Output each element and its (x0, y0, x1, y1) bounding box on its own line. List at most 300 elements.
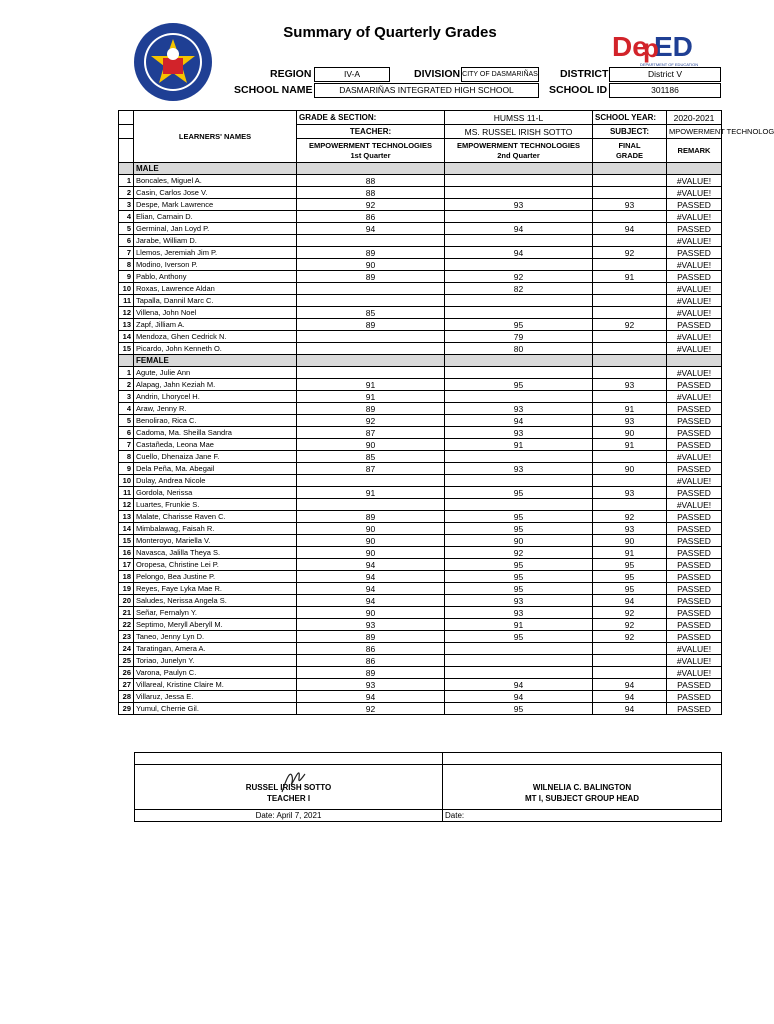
q2-grade[interactable] (445, 499, 593, 511)
final-grade[interactable]: 93 (593, 199, 667, 211)
final-grade[interactable] (593, 211, 667, 223)
table-row (119, 547, 722, 559)
final-grade[interactable] (593, 295, 667, 307)
table-row (119, 427, 722, 439)
q2-grade[interactable]: 91 (445, 439, 593, 451)
section-row (119, 355, 722, 367)
q2-grade[interactable]: 93 (445, 463, 593, 475)
learner-name: Despe, Mark Lawrence (134, 199, 297, 211)
q2-grade[interactable]: 95 (445, 379, 593, 391)
remark[interactable]: PASSED (667, 247, 722, 259)
remark[interactable]: PASSED (667, 691, 722, 703)
final-grade[interactable]: 94 (593, 703, 667, 715)
svg-text:DEPARTMENT OF EDUCATION: DEPARTMENT OF EDUCATION (640, 62, 699, 67)
q1-grade[interactable]: 88 (297, 175, 445, 187)
row-number: 5 (119, 223, 134, 235)
remark[interactable]: PASSED (667, 619, 722, 631)
remark[interactable]: #VALUE! (667, 367, 722, 379)
remark[interactable]: #VALUE! (667, 187, 722, 199)
section-cell (445, 355, 593, 367)
q2-grade[interactable]: 95 (445, 631, 593, 643)
q2-grade[interactable]: 94 (445, 679, 593, 691)
remark[interactable]: #VALUE! (667, 343, 722, 355)
remark[interactable]: PASSED (667, 463, 722, 475)
q1-grade[interactable]: 94 (297, 691, 445, 703)
q2-grade[interactable]: 95 (445, 703, 593, 715)
q1-grade[interactable]: 89 (297, 403, 445, 415)
q1-grade[interactable]: 85 (297, 451, 445, 463)
row-number: 11 (119, 295, 134, 307)
table-row (119, 187, 722, 199)
final-grade[interactable]: 93 (593, 379, 667, 391)
remark[interactable]: PASSED (667, 427, 722, 439)
q2-grade[interactable]: 95 (445, 319, 593, 331)
q1-grade[interactable]: 89 (297, 319, 445, 331)
q2-grade[interactable]: 80 (445, 343, 593, 355)
row-number: 2 (119, 379, 134, 391)
final-grade[interactable]: 90 (593, 427, 667, 439)
final-grade[interactable] (593, 655, 667, 667)
final-grade[interactable] (593, 391, 667, 403)
final-grade[interactable] (593, 475, 667, 487)
q2-grade[interactable]: 95 (445, 571, 593, 583)
learner-name: Andrin, Lhorycel H. (134, 391, 297, 403)
learner-name: Navasca, Jalilla Theya S. (134, 547, 297, 559)
q2-grade[interactable] (445, 655, 593, 667)
final-grade[interactable]: 93 (593, 523, 667, 535)
section-cell (445, 163, 593, 175)
q2-grade[interactable] (445, 259, 593, 271)
section-cell (593, 163, 667, 175)
q1-grade[interactable]: 86 (297, 211, 445, 223)
final-grade[interactable]: 92 (593, 631, 667, 643)
final-grade[interactable]: 91 (593, 547, 667, 559)
table-row (119, 667, 722, 679)
final-grade[interactable]: 93 (593, 487, 667, 499)
q2-grade[interactable] (445, 307, 593, 319)
teacher-signatory: RUSSEL IRISH SOTTO TEACHER I (135, 765, 443, 810)
learner-name: Villaruz, Jessa E. (134, 691, 297, 703)
q2-grade[interactable]: 94 (445, 691, 593, 703)
q1-grade[interactable] (297, 499, 445, 511)
q1-grade[interactable]: 94 (297, 559, 445, 571)
q2-grade[interactable] (445, 187, 593, 199)
remark[interactable]: #VALUE! (667, 667, 722, 679)
q1-grade[interactable]: 92 (297, 199, 445, 211)
table-row (119, 487, 722, 499)
teacher-value[interactable]: MS. RUSSEL IRISH SOTTO (445, 125, 593, 139)
q1-grade[interactable]: 90 (297, 259, 445, 271)
learner-name: Elian, Carnain D. (134, 211, 297, 223)
learner-name: Taratingan, Amera A. (134, 643, 297, 655)
q1-grade[interactable]: 93 (297, 679, 445, 691)
q1-grade[interactable]: 89 (297, 511, 445, 523)
q2-grade[interactable]: 93 (445, 607, 593, 619)
table-row (119, 331, 722, 343)
q1-grade[interactable]: 93 (297, 619, 445, 631)
remark[interactable]: #VALUE! (667, 283, 722, 295)
remark[interactable]: #VALUE! (667, 235, 722, 247)
row-number: 21 (119, 607, 134, 619)
signature-icon (278, 766, 308, 796)
school-year-value[interactable]: 2020-2021 (667, 111, 722, 125)
table-row (119, 379, 722, 391)
row-number: 7 (119, 247, 134, 259)
final-grade[interactable]: 94 (593, 595, 667, 607)
final-grade[interactable]: 95 (593, 559, 667, 571)
svg-text:ED: ED (654, 31, 693, 62)
table-row (119, 463, 722, 475)
final-grade[interactable]: 92 (593, 247, 667, 259)
section-cell (119, 163, 134, 175)
q1-grade[interactable]: 89 (297, 667, 445, 679)
section-row (119, 163, 722, 175)
remark[interactable]: PASSED (667, 487, 722, 499)
learner-name: Boncales, Miguel A. (134, 175, 297, 187)
q1-grade[interactable]: 87 (297, 463, 445, 475)
remark[interactable]: #VALUE! (667, 643, 722, 655)
q1-header: EMPOWERMENT TECHNOLOGIES 1st Quarter (297, 139, 445, 163)
table-row (119, 679, 722, 691)
final-grade[interactable] (593, 235, 667, 247)
q2-grade[interactable]: 95 (445, 583, 593, 595)
district-field[interactable]: District V (609, 67, 721, 82)
q2-grade[interactable] (445, 295, 593, 307)
row-number: 19 (119, 583, 134, 595)
teacher-date[interactable]: Date: April 7, 2021 (135, 810, 443, 822)
q1-grade[interactable]: 88 (297, 187, 445, 199)
q1-grade[interactable]: 89 (297, 271, 445, 283)
final-grade[interactable] (593, 451, 667, 463)
table-row (119, 199, 722, 211)
learner-name: Picardo, John Kenneth O. (134, 343, 297, 355)
table-row (119, 703, 722, 715)
learner-name: Alapag, Jahn Keziah M. (134, 379, 297, 391)
final-grade[interactable]: 92 (593, 619, 667, 631)
q1-grade[interactable]: 92 (297, 703, 445, 715)
svg-text:p: p (643, 33, 659, 63)
row-number: 13 (119, 319, 134, 331)
q1-grade[interactable]: 91 (297, 391, 445, 403)
q1-grade[interactable]: 85 (297, 307, 445, 319)
final-grade[interactable] (593, 367, 667, 379)
row-number: 8 (119, 259, 134, 271)
q1-grade[interactable] (297, 331, 445, 343)
q1-grade[interactable]: 90 (297, 439, 445, 451)
q2-grade[interactable] (445, 367, 593, 379)
row-number: 27 (119, 679, 134, 691)
remark[interactable]: #VALUE! (667, 175, 722, 187)
remark[interactable]: PASSED (667, 571, 722, 583)
learner-name: Tapalla, Dannil Marc C. (134, 295, 297, 307)
final-grade[interactable] (593, 187, 667, 199)
learner-name: Villena, John Noel (134, 307, 297, 319)
remark[interactable]: #VALUE! (667, 259, 722, 271)
svg-text:De: De (612, 31, 648, 62)
final-grade[interactable] (593, 343, 667, 355)
division-label: DIVISION (414, 68, 461, 80)
table-row (119, 451, 722, 463)
remark[interactable]: PASSED (667, 271, 722, 283)
row-number: 25 (119, 655, 134, 667)
school-id-field[interactable]: 301186 (609, 83, 721, 98)
remark[interactable]: #VALUE! (667, 655, 722, 667)
table-row (119, 583, 722, 595)
remark[interactable]: PASSED (667, 403, 722, 415)
q1-grade[interactable] (297, 475, 445, 487)
remark[interactable]: #VALUE! (667, 451, 722, 463)
row-number: 3 (119, 199, 134, 211)
learner-name: Castañeda, Leona Mae (134, 439, 297, 451)
q2-grade[interactable] (445, 175, 593, 187)
q2-grade[interactable]: 92 (445, 271, 593, 283)
subject-value[interactable]: MPOWERMENT TECHNOLOG (667, 125, 722, 139)
remark[interactable]: #VALUE! (667, 331, 722, 343)
remark[interactable]: PASSED (667, 703, 722, 715)
section-cell (593, 355, 667, 367)
q2-grade[interactable] (445, 475, 593, 487)
q2-grade[interactable]: 90 (445, 535, 593, 547)
row-number: 9 (119, 271, 134, 283)
q2-grade[interactable]: 95 (445, 559, 593, 571)
row-number: 23 (119, 631, 134, 643)
row-number: 18 (119, 571, 134, 583)
table-row (119, 391, 722, 403)
table-row (119, 571, 722, 583)
learner-name: Toriao, Junelyn Y. (134, 655, 297, 667)
final-grade[interactable]: 92 (593, 607, 667, 619)
q2-grade[interactable]: 94 (445, 247, 593, 259)
q2-grade[interactable]: 93 (445, 403, 593, 415)
row-number: 11 (119, 487, 134, 499)
remark[interactable]: PASSED (667, 523, 722, 535)
region-field[interactable]: IV-A (314, 67, 390, 82)
section-cell (667, 355, 722, 367)
q1-grade[interactable]: 90 (297, 547, 445, 559)
grade-section-value[interactable]: HUMSS 11-L (445, 111, 593, 125)
q1-grade[interactable]: 91 (297, 379, 445, 391)
remark[interactable]: #VALUE! (667, 211, 722, 223)
remark[interactable]: PASSED (667, 547, 722, 559)
final-grade[interactable]: 91 (593, 439, 667, 451)
row-number: 2 (119, 187, 134, 199)
final-grade[interactable]: 90 (593, 535, 667, 547)
row-number: 13 (119, 511, 134, 523)
q1-grade[interactable]: 94 (297, 223, 445, 235)
remark[interactable]: #VALUE! (667, 391, 722, 403)
row-number: 8 (119, 451, 134, 463)
q2-grade[interactable] (445, 451, 593, 463)
q1-grade[interactable]: 92 (297, 415, 445, 427)
learner-name: Malate, Charisse Raven C. (134, 511, 297, 523)
remark[interactable]: PASSED (667, 439, 722, 451)
row-number: 6 (119, 235, 134, 247)
division-field[interactable]: CITY OF DASMARIÑAS (461, 67, 539, 82)
remark[interactable]: PASSED (667, 511, 722, 523)
q2-grade[interactable]: 82 (445, 283, 593, 295)
remark[interactable]: PASSED (667, 583, 722, 595)
table-row (119, 307, 722, 319)
q1-grade[interactable]: 89 (297, 631, 445, 643)
remark[interactable]: PASSED (667, 319, 722, 331)
learners-header: LEARNERS' NAMES (134, 111, 297, 163)
table-row (119, 211, 722, 223)
learner-name: Yumul, Cherrie Gil. (134, 703, 297, 715)
final-grade[interactable] (593, 667, 667, 679)
row-number: 12 (119, 499, 134, 511)
row-number: 6 (119, 427, 134, 439)
school-name-field[interactable]: DASMARIÑAS INTEGRATED HIGH SCHOOL (314, 83, 539, 98)
remark[interactable]: PASSED (667, 679, 722, 691)
q2-grade[interactable]: 93 (445, 199, 593, 211)
q2-grade[interactable]: 94 (445, 415, 593, 427)
learner-name: Monteroyo, Mariella V. (134, 535, 297, 547)
table-row (119, 439, 722, 451)
corner-cell (119, 125, 134, 139)
final-grade[interactable]: 95 (593, 583, 667, 595)
final-grade[interactable]: 94 (593, 691, 667, 703)
q1-grade[interactable]: 91 (297, 487, 445, 499)
row-number: 20 (119, 595, 134, 607)
final-grade[interactable] (593, 259, 667, 271)
table-row (119, 655, 722, 667)
q2-grade[interactable]: 91 (445, 619, 593, 631)
q1-grade[interactable] (297, 295, 445, 307)
final-grade[interactable]: 91 (593, 271, 667, 283)
row-number: 10 (119, 475, 134, 487)
q2-grade[interactable]: 95 (445, 511, 593, 523)
learner-name: Saludes, Nerissa Angela S. (134, 595, 297, 607)
q2-grade[interactable] (445, 211, 593, 223)
q2-grade[interactable]: 95 (445, 523, 593, 535)
corner-cell (119, 111, 134, 125)
q1-grade[interactable]: 90 (297, 523, 445, 535)
q1-grade[interactable]: 94 (297, 571, 445, 583)
row-number: 15 (119, 535, 134, 547)
final-grade[interactable] (593, 331, 667, 343)
q1-grade[interactable]: 94 (297, 583, 445, 595)
remark[interactable]: PASSED (667, 535, 722, 547)
q2-grade[interactable] (445, 391, 593, 403)
q1-grade[interactable]: 94 (297, 595, 445, 607)
table-row (119, 319, 722, 331)
final-grade[interactable] (593, 175, 667, 187)
learner-name: Luartes, Frunkie S. (134, 499, 297, 511)
final-grade[interactable]: 94 (593, 223, 667, 235)
remark[interactable]: PASSED (667, 223, 722, 235)
q2-grade[interactable]: 94 (445, 223, 593, 235)
learner-name: Casin, Carlos Jose V. (134, 187, 297, 199)
q2-grade[interactable]: 95 (445, 487, 593, 499)
q1-grade[interactable]: 87 (297, 427, 445, 439)
row-number: 9 (119, 463, 134, 475)
q1-grade[interactable]: 86 (297, 643, 445, 655)
remark[interactable]: #VALUE! (667, 475, 722, 487)
grades-table (118, 110, 774, 715)
q1-grade[interactable]: 86 (297, 655, 445, 667)
row-number: 22 (119, 619, 134, 631)
learner-name: Taneo, Jenny Lyn D. (134, 631, 297, 643)
learner-name: Agute, Julie Ann (134, 367, 297, 379)
q1-grade[interactable] (297, 367, 445, 379)
final-grade[interactable]: 92 (593, 319, 667, 331)
learner-name: Pelongo, Bea Justine P. (134, 571, 297, 583)
remark[interactable]: PASSED (667, 559, 722, 571)
final-grade[interactable] (593, 307, 667, 319)
remark[interactable]: PASSED (667, 607, 722, 619)
q2-grade[interactable] (445, 643, 593, 655)
remark-header: REMARK (667, 139, 722, 163)
final-grade[interactable]: 90 (593, 463, 667, 475)
final-grade[interactable]: 94 (593, 679, 667, 691)
q1-grade[interactable] (297, 283, 445, 295)
table-row (119, 595, 722, 607)
row-number: 1 (119, 175, 134, 187)
section-cell (667, 163, 722, 175)
row-number: 3 (119, 391, 134, 403)
learner-name: Benolirao, Rica C. (134, 415, 297, 427)
table-row (119, 559, 722, 571)
q2-grade[interactable] (445, 235, 593, 247)
q2-grade[interactable]: 79 (445, 331, 593, 343)
row-number: 1 (119, 367, 134, 379)
signature-block (134, 752, 722, 822)
q2-grade[interactable]: 93 (445, 427, 593, 439)
final-grade[interactable] (593, 643, 667, 655)
q1-grade[interactable] (297, 235, 445, 247)
learner-name: Araw, Jenny R. (134, 403, 297, 415)
remark[interactable]: PASSED (667, 631, 722, 643)
remark[interactable]: #VALUE! (667, 295, 722, 307)
learner-name: Llemos, Jeremiah Jim P. (134, 247, 297, 259)
district-label: DISTRICT (560, 68, 609, 80)
final-grade[interactable]: 92 (593, 511, 667, 523)
q2-grade[interactable] (445, 667, 593, 679)
learner-name: Septimo, Meryll Aberyll M. (134, 619, 297, 631)
head-date[interactable]: Date: (443, 810, 722, 822)
remark[interactable]: PASSED (667, 595, 722, 607)
q1-grade[interactable]: 90 (297, 607, 445, 619)
remark[interactable]: PASSED (667, 415, 722, 427)
final-grade[interactable] (593, 283, 667, 295)
q2-grade[interactable]: 93 (445, 595, 593, 607)
final-grade[interactable]: 95 (593, 571, 667, 583)
q1-grade[interactable]: 89 (297, 247, 445, 259)
table-row (119, 235, 722, 247)
sig-spacer (135, 753, 443, 765)
final-grade[interactable]: 93 (593, 415, 667, 427)
q2-header: EMPOWERMENT TECHNOLOGIES 2nd Quarter (445, 139, 593, 163)
remark[interactable]: PASSED (667, 199, 722, 211)
remark[interactable]: #VALUE! (667, 499, 722, 511)
q1-grade[interactable]: 90 (297, 535, 445, 547)
section-cell (119, 355, 134, 367)
remark[interactable]: #VALUE! (667, 307, 722, 319)
section-cell (297, 355, 445, 367)
final-grade[interactable]: 91 (593, 403, 667, 415)
q1-grade[interactable] (297, 343, 445, 355)
final-grade[interactable] (593, 499, 667, 511)
learner-name: Mendoza, Ghen Cedrick N. (134, 331, 297, 343)
learner-name: Zapf, Jilliam A. (134, 319, 297, 331)
remark[interactable]: PASSED (667, 379, 722, 391)
row-number: 4 (119, 403, 134, 415)
final-grade-header: FINAL GRADE (593, 139, 667, 163)
learner-name: Cuello, Dhenaiza Jane F. (134, 451, 297, 463)
q2-grade[interactable]: 92 (445, 547, 593, 559)
table-row (119, 643, 722, 655)
table-row (119, 607, 722, 619)
